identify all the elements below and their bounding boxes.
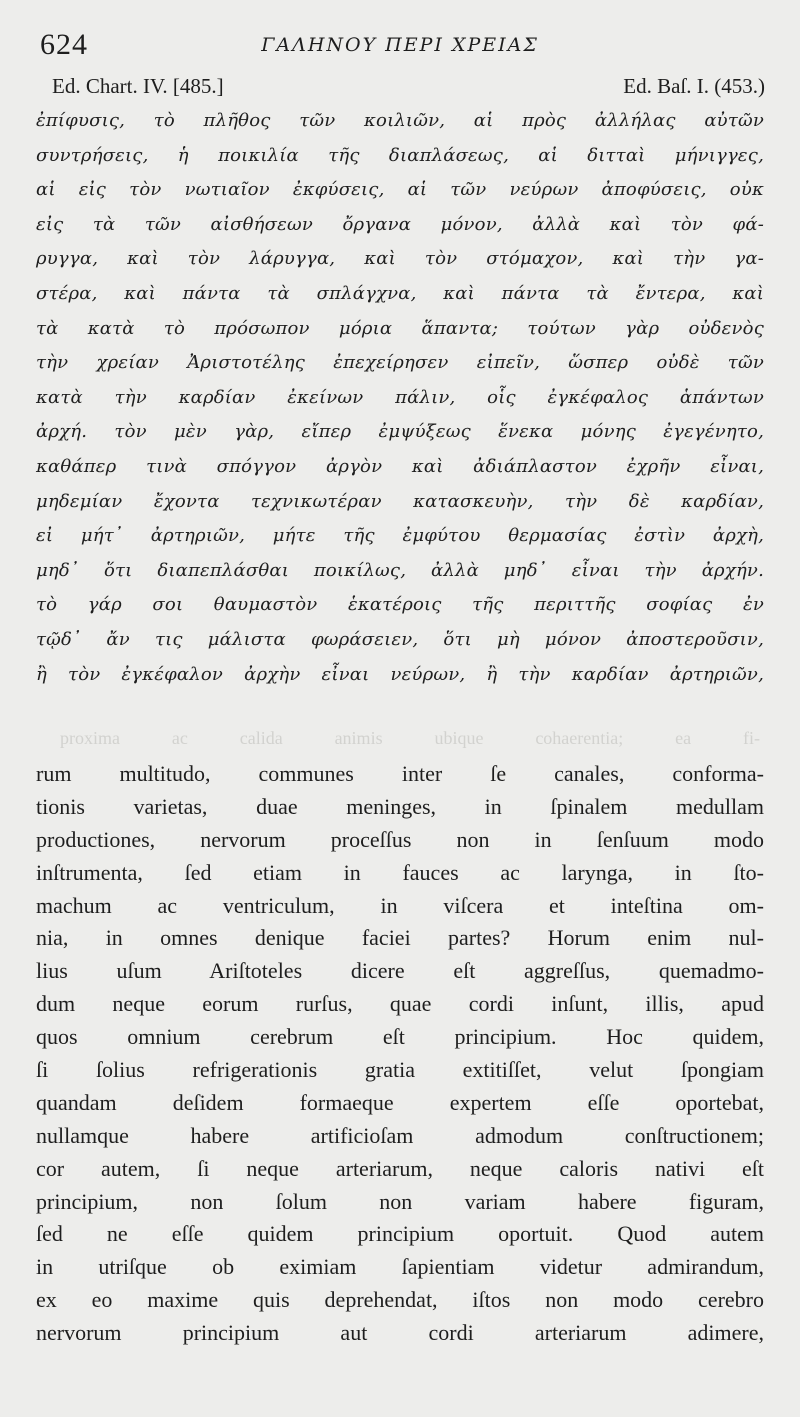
edition-reference-chartier: Ed. Chart. IV. [485.] [52,74,224,98]
latin-text-line: quandam deſidem formaeque expertem eſſe oportebat, [36,1089,764,1115]
greek-text-line: εἰς τὰ τῶν αἰσθήσεων ὄργανα μόνον, ἀλλὰ καὶ τὸν φά- [36,213,764,235]
greek-text-line: ἀρχή. τὸν μὲν γὰρ, εἴπερ ἐμψύξεως ἕνεκα μόνης ἐγεγένητο, [36,421,764,443]
latin-text-line: ſi ſolius refrigerationis gratia extitiſſet, velut ſpongiam [36,1057,764,1083]
greek-text-block [36,104,764,692]
latin-text-line: machum ac ventriculum, in viſcera et inteſtina om- [36,892,764,918]
page-header [0,28,800,64]
latin-text-line: rum multitudo, communes inter ſe canales, conforma- [36,761,764,786]
latin-text-line: in utriſque ob eximiam ſapientiam videtur admirandum, [36,1254,764,1280]
greek-text-line: τὴν χρείαν Ἀριστοτέλης ἐπεχείρησεν εἰπεῖν, ὥσπερ οὐδὲ τῶν [36,352,764,374]
latin-text-line: principium, non ſolum non variam habere figuram, [36,1188,764,1214]
greek-text-line: ἢ τὸν ἐγκέφαλον ἀρχὴν εἶναι νεύρων, ἢ τὴν καρδίαν ἀρτηριῶν, [36,663,764,685]
latin-text-block [36,758,764,1350]
greek-text-line: αἱ εἰς τὸν νωτιαῖον ἐκφύσεις, αἱ τῶν νεύρων ἀποφύσεις, οὐκ [36,179,764,201]
latin-text-line: quos omnium cerebrum eſt principium. Hoc quidem, [36,1024,764,1050]
latin-text-line: dum neque eorum rurſus, quae cordi inſunt, illis, apud [36,991,764,1017]
greek-text-line: ρυγγα, καὶ τὸν λάρυγγα, καὶ τὸν στόμαχον, καὶ τὴν γα- [36,248,764,270]
greek-text-line: μηδ᾽ ὅτι διαπεπλάσθαι ποικίλως, ἀλλὰ μηδ᾽ εἶναι τὴν ἀρχήν. [36,559,764,581]
edition-reference-basel: Ed. Baſ. I. (453.) [623,74,765,98]
greek-text-line: στέρα, καὶ πάντα τὰ σπλάγχνα, καὶ πάντα τὰ ἔντερα, καὶ [36,282,764,304]
greek-text-line: μηδεμίαν ἔχοντα τεχνικωτέραν κατασκευὴν, τὴν δὲ καρδίαν, [36,490,764,512]
latin-text-line: cor autem, ſi neque arteriarum, neque caloris nativi eſt [36,1155,764,1181]
greek-text-line: εἰ μήτ᾽ ἀρτηριῶν, μήτε τῆς ἐμφύτου θερμασίας ἐστὶν ἀρχὴ, [36,525,764,547]
greek-text-line: τὰ κατὰ τὸ πρόσωπον μόρια ἅπαντα; τούτων γὰρ οὐδενὸς [36,317,764,339]
edition-references [52,74,765,100]
latin-text-line: nullamque habere artificioſam admodum conſtructionem; [36,1122,764,1148]
latin-text-line: tionis varietas, duae meninges, in ſpinalem medullam [36,793,764,819]
greek-text-line: τὸ γάρ σοι θαυμαστὸν ἑκατέροις τῆς περιττῆς σοφίας ἐν [36,594,764,616]
greek-text-line: τῷδ᾽ ἄν τις μάλιστα φωράσειεν, ὅτι μὴ μόνον ἀποστεροῦσιν, [36,628,764,650]
latin-text-line: nervorum principium aut cordi arteriarum adimere, [36,1320,764,1346]
latin-text-line: productiones, nervorum proceſſus non in ſenſuum modo [36,826,764,852]
greek-text-line: καθάπερ τινὰ σπόγγον ἀργὸν καὶ ἀδιάπλαστον ἐχρῆν εἶναι, [36,455,764,477]
latin-text-line: ſed ne eſſe quidem principium oportuit. Quod autem [36,1221,764,1247]
greek-text-line: ἐπίφυσις, τὸ πλῆθος τῶν κοιλιῶν, αἱ πρὸς ἀλλήλας αὐτῶν [36,110,764,131]
greek-text-line: κατὰ τὴν καρδίαν ἐκείνων πάλιν, οἷς ἐγκέφαλος ἁπάντων [36,386,764,408]
page-number: 624 [40,28,88,61]
latin-text-line: ex eo maxime quis deprehendat, iſtos non modo cerebro [36,1287,764,1313]
greek-text-line: συντρήσεις, ἡ ποικιλία τῆς διαπλάσεως, αἱ διτταὶ μήνιγγες, [36,144,764,166]
latin-text-line: inſtrumenta, ſed etiam in fauces ac larynga, in ſto- [36,859,764,885]
bleed-through-text: proxima ac calida animis ubique cohaerentia; ea fi- [60,728,760,748]
running-title: ΓΑΛΗΝΟΥ ΠΕΡΙ ΧΡΕΙΑΣ [261,34,539,56]
latin-text-line: nia, in omnes denique faciei partes? Horum enim nul- [36,925,764,951]
latin-text-line: lius uſum Ariſtoteles dicere eſt aggreſſus, quemadmo- [36,958,764,984]
